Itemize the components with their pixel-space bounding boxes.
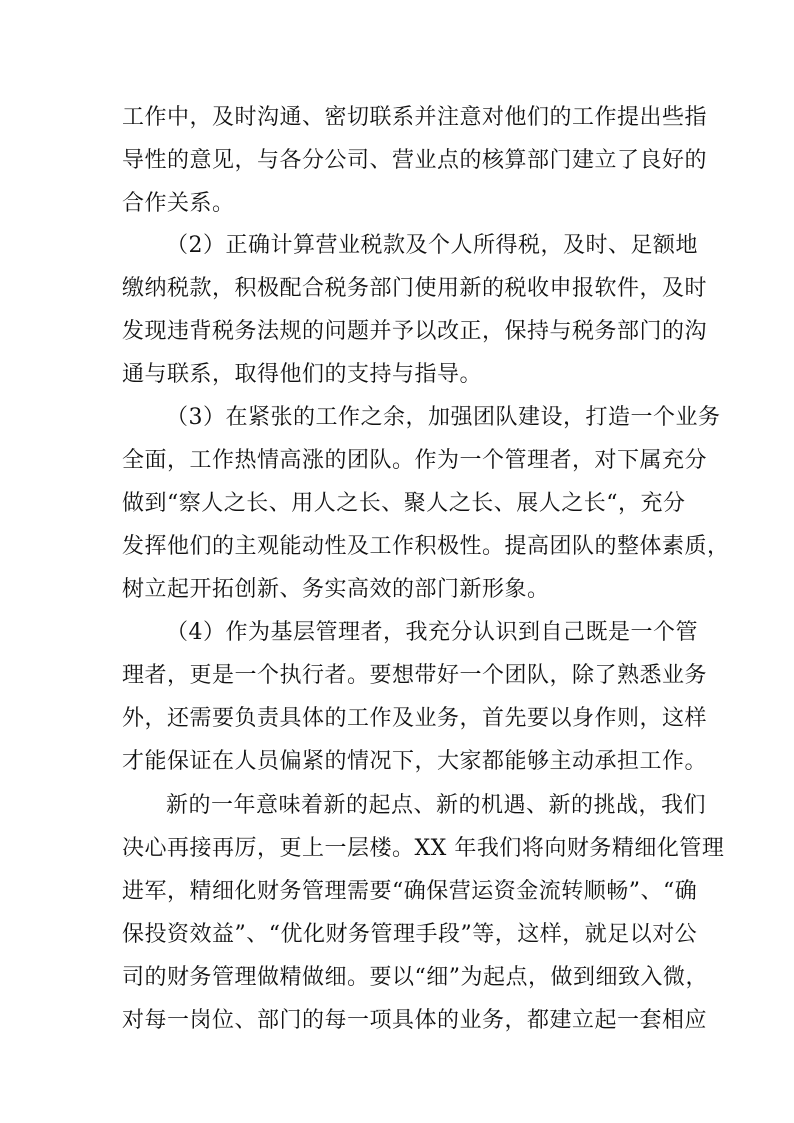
text-line: 发现违背税务法规的问题并予以改正，保持与税务部门的沟 [122,319,708,344]
paragraph-item-4-line: （4）作为基层管理者，我充分认识到自己既是一个管 [166,620,698,645]
paragraph-item-2-line: （2）正确计算营业税款及个人所得税，及时、足额地 [166,233,698,258]
text-line: 决心再接再厉，更上一层楼。XX 年我们将向财务精细化管理 [122,836,725,861]
paragraph-new-year-line: 新的一年意味着新的起点、新的机遇、新的挑战，我们 [166,793,707,818]
text-line: 司的财务管理做精做细。要以“细”为起点，做到细致入微， [122,965,708,990]
text-line: 通与联系，取得他们的支持与指导。 [122,362,483,387]
paragraph-item-3-line: （3）在紧张的工作之余，加强团队建设，打造一个业务 [166,405,721,430]
text-line: 工作中，及时沟通、密切联系并注意对他们的工作提出些指 [122,105,708,130]
text-line: 导性的意见，与各分公司、营业点的核算部门建立了良好的 [122,148,708,173]
text-line: 缴纳税款，积极配合税务部门使用新的税收申报软件，及时 [122,276,708,301]
text-line: 树立起开拓创新、务实高效的部门新形象。 [122,577,550,602]
text-line: 进军，精细化财务管理需要“确保营运资金流转顺畅”、“确 [122,879,698,904]
text-line: 全面，工作热情高涨的团队。作为一个管理者，对下属充分 [122,448,708,473]
text-line: 做到“察人之长、用人之长、聚人之长、展人之长“，充分 [122,491,686,516]
text-line: 发挥他们的主观能动性及工作积极性。提高团队的整体素质， [122,534,730,559]
text-line: 对每一岗位、部门的每一项具体的业务，都建立起一套相应 [122,1008,708,1033]
text-line: 保投资效益”、“优化财务管理手段”等，这样，就足以对公 [122,922,698,947]
text-line: 合作关系。 [122,191,235,216]
text-line: 理者，更是一个执行者。要想带好一个团队，除了熟悉业务 [122,663,708,688]
text-line: 才能保证在人员偏紧的情况下，大家都能够主动承担工作。 [122,749,708,774]
text-line: 外，还需要负责具体的工作及业务，首先要以身作则，这样 [122,706,708,731]
